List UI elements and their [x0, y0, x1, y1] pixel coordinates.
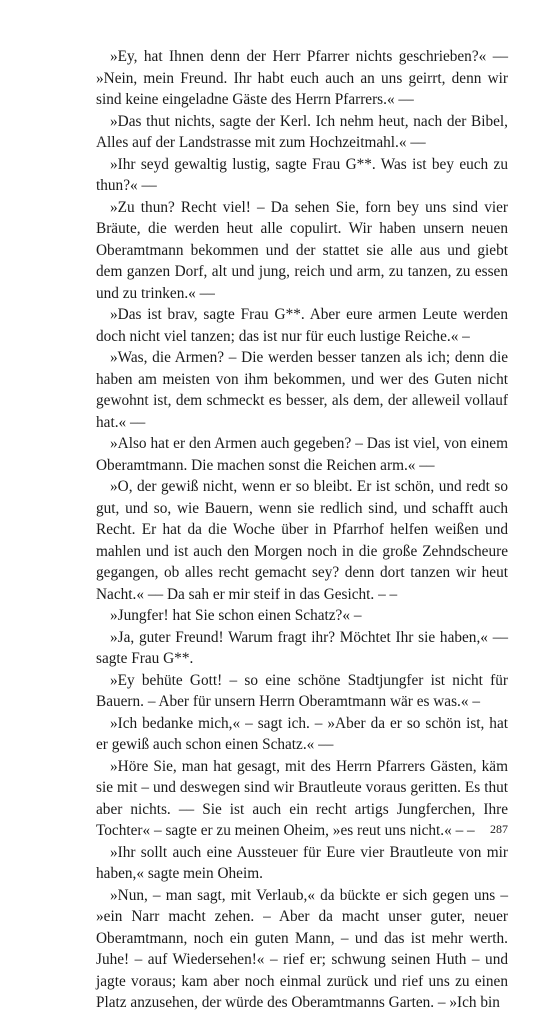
paragraph: »Nun, – man sagt, mit Verlaub,« da bückte er sich gegen uns – »ein Narr macht zehen. – Aber da macht unser guter, neuer Oberamtmann, noch ein guten Mann, – und das ist mehr werth. Juhe! – auf Wiedersehen!« – rief er; schwung seinen Huth – und jagte voraus; kam aber noch einmal zurück und rief uns zu einen Platz anzusehen, der würde des Oberamtmanns Garten. – »Ich bin [96, 886, 508, 1011]
paragraph: »Ey behüte Gott! – so eine schöne Stadtjungfer ist nicht für Bauern. – Aber für unsern Herrn Oberamtmann wär es was.« – [96, 671, 508, 710]
paragraph: »Jungfer! hat Sie schon einen Schatz?« – [110, 607, 362, 624]
paragraph: »Ihr seyd gewaltig lustig, sagte Frau G**. Was ist bey euch zu thun?« –– [96, 155, 508, 194]
paragraph: »Ey, hat Ihnen denn der Herr Pfarrer nichts geschrieben?« –– »Nein, mein Freund. Ihr habt euch auch an uns geirrt, denn wir sind keine eingeladne Gäste des Herrn Pfarrers.« –– [96, 48, 508, 108]
paragraph: »Was, die Armen? – Die werden besser tanzen als ich; denn die haben am meisten von ihm bekommen, und wer des Guten nicht gewohnt ist, dem schmeckt es besser, als dem, der alleweil vollauf hat.« –– [96, 349, 508, 431]
paragraph: »O, der gewiß nicht, wenn er so bleibt. Er ist schön, und redt so gut, und so, wie Bauern, wenn sie redlich sind, und schafft auch Recht. Er hat da die Woche über in Pfarrhof helfen weißen und mahlen und ist auch den Morgen noch in die große Zehndscheure gegangen, ob alles recht gemacht sey? denn dort tanzen wir heut Nacht.« –– Da sah er mir steif in das Gesicht. – – [96, 478, 508, 603]
paragraph: »Also hat er den Armen auch gegeben? – Das ist viel, von einem Oberamtmann. Die machen sonst die Reichen arm.« –– [96, 435, 508, 474]
page-number: 287 [490, 822, 508, 836]
paragraph: »Zu thun? Recht viel! – Da sehen Sie, forn bey uns sind vier Bräute, die werden heut alle copulirt. Wir haben unsern neuen Oberamtmann bekommen und der stattet sie alle aus und giebt dem ganzen Dorf, alt und jung, reich und arm, zu tanzen, zu essen und zu trinken.« –– [96, 198, 508, 302]
paragraph: »Höre Sie, man hat gesagt, mit des Herrn Pfarrers Gästen, käm sie mit – und deswegen sind wir Brautleute voraus geritten. Es thut aber nichts. –– Sie ist auch ein recht artigs Jungferchen, Ihre Tochter« – sagte er zu meinen Oheim, »es reut uns nicht.« – – [96, 757, 508, 839]
paragraph: »Das thut nichts, sagte der Kerl. Ich nehm heut, nach der Bibel, Alles auf der Landstrasse mit zum Hochzeitmahl.« –– [96, 112, 508, 151]
paragraph: »Ja, guter Freund! Warum fragt ihr? Möchtet Ihr sie haben,« –– sagte Frau G**. [96, 628, 508, 667]
paragraph: »Ihr sollt auch eine Aussteuer für Eure vier Brautleute von mir haben,« sagte mein Oheim. [96, 843, 508, 882]
paragraph: »Ich bedanke mich,« – sagt ich. – »Aber da er so schön ist, hat er gewiß auch schon einen Schatz.« –– [96, 714, 508, 753]
paragraph: »Das ist brav, sagte Frau G**. Aber eure armen Leute werden doch nicht viel tanzen; das ist nur für euch lustige Reiche.« – [96, 306, 508, 345]
page-body [96, 46, 508, 1014]
